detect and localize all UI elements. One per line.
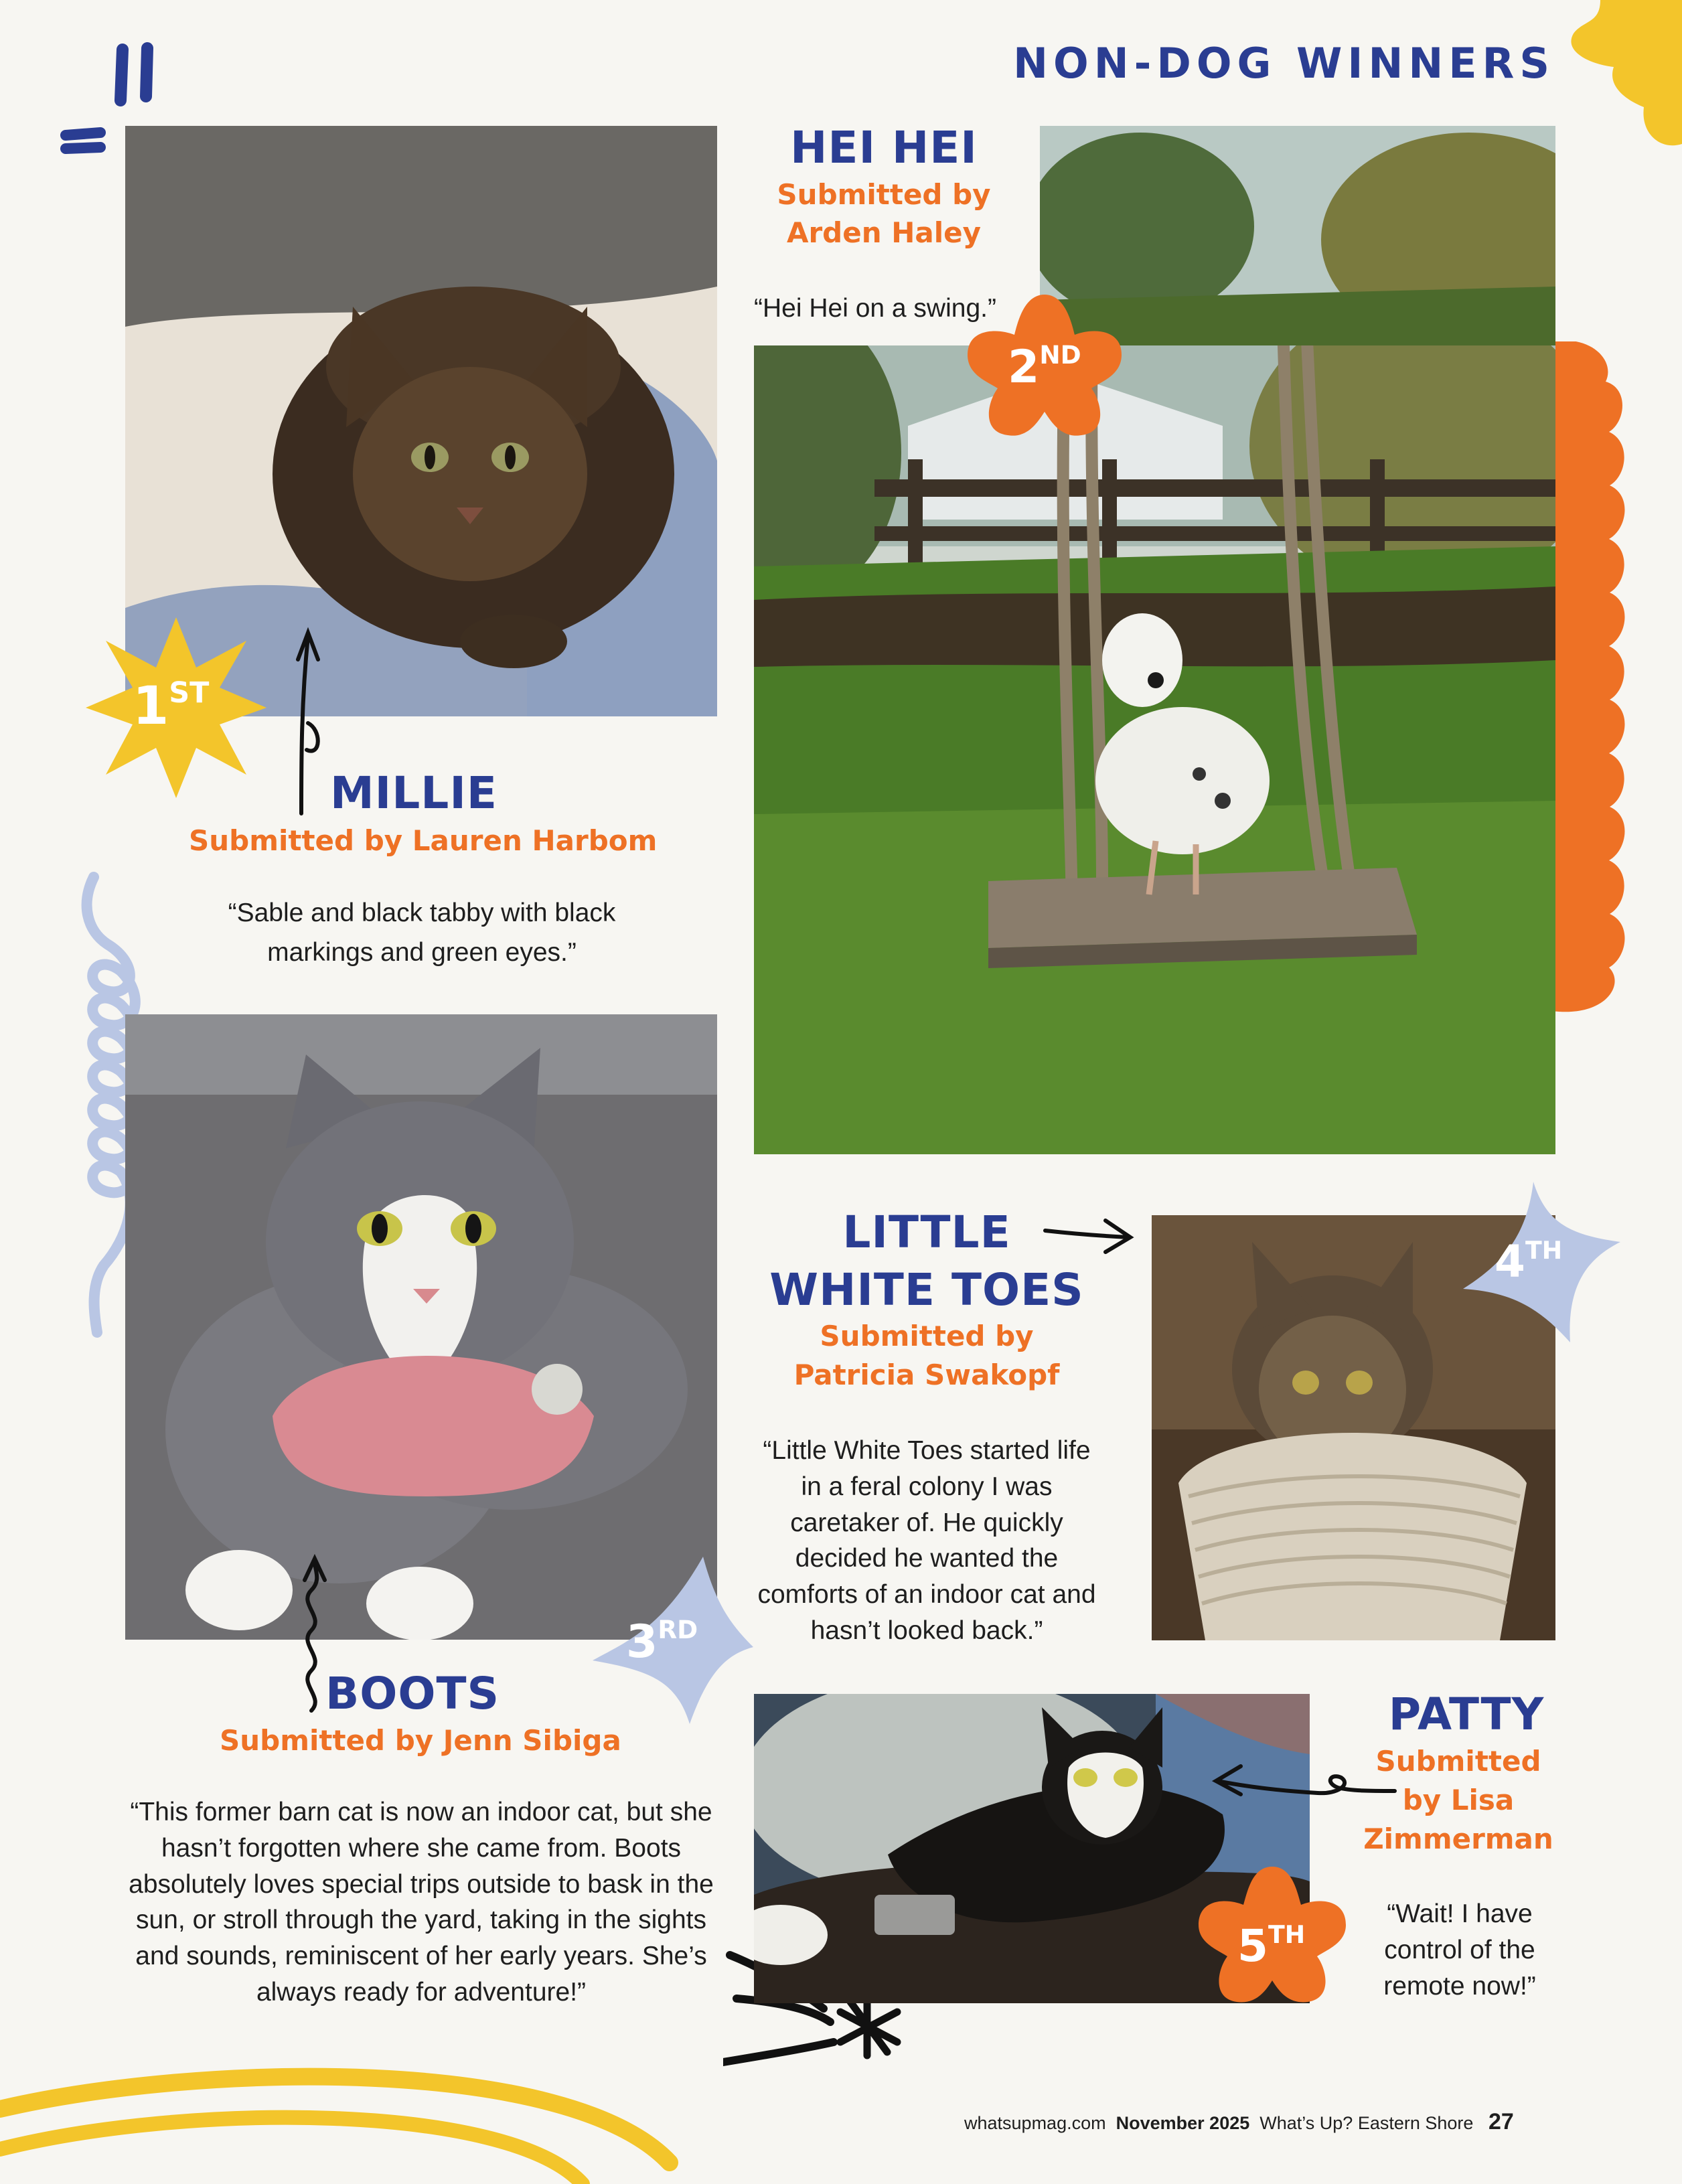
page-number: 27 bbox=[1488, 2109, 1514, 2134]
little-white-toes-name-line2: WHITE TOES bbox=[769, 1264, 1084, 1316]
millie-quote: “Sable and black tabby with black markings and green eyes.” bbox=[228, 899, 616, 967]
little-white-toes-submitted-by-line2: Patricia Swakopf bbox=[793, 1358, 1060, 1391]
1st-place-label: 1ST bbox=[133, 676, 210, 737]
footer-publication: What’s Up? Eastern Shore bbox=[1259, 2113, 1474, 2133]
patty-name: PATTY bbox=[1388, 1689, 1545, 1740]
hei-hei-quote: “Hei Hei on a swing.” bbox=[754, 294, 996, 323]
patty-submitted-by-line2: by Lisa bbox=[1402, 1784, 1515, 1816]
3rd-place-label: 3RD bbox=[626, 1615, 698, 1669]
patty-submitted-by-line1: Submitted bbox=[1375, 1745, 1541, 1778]
footer-site: whatsupmag.com bbox=[964, 2113, 1106, 2133]
patty-submitted-by-line3: Zimmerman bbox=[1363, 1822, 1553, 1855]
5th-place-label: 5TH bbox=[1237, 1920, 1306, 1972]
yellow-blob-decoration bbox=[1560, 0, 1682, 147]
yellow-swoosh-decoration bbox=[0, 2062, 683, 2184]
2nd-place-label: 2ND bbox=[1008, 340, 1081, 394]
little-white-toes-arrow-icon bbox=[1042, 1217, 1136, 1257]
hei-hei-submitted-by-line2: Arden Haley bbox=[786, 216, 982, 249]
orange-scalloped-edge-decoration bbox=[1552, 341, 1632, 1024]
patty-quote: “Wait! I have control of the remote now!” bbox=[1383, 1899, 1536, 2001]
4th-place-label: 4TH bbox=[1495, 1236, 1563, 1288]
footer-issue: November 2025 bbox=[1116, 2113, 1250, 2133]
little-white-toes-submitted-by-line1: Submitted by bbox=[820, 1320, 1034, 1352]
hei-hei-name: HEI HEI bbox=[790, 122, 978, 173]
boots-name: BOOTS bbox=[325, 1668, 500, 1719]
little-white-toes-name-line1: LITTLE bbox=[842, 1206, 1011, 1258]
section-title: NON-DOG WINNERS bbox=[1013, 39, 1555, 88]
boots-photo bbox=[125, 1014, 717, 1640]
millie-submitted-by: Submitted by Lauren Harbom bbox=[189, 824, 658, 857]
millie-name: MILLIE bbox=[330, 767, 498, 819]
hei-hei-photo-main bbox=[754, 345, 1555, 1154]
millie-arrow-icon bbox=[281, 623, 335, 817]
little-white-toes-quote: “Little White Toes started life in a feral colony I was caretaker of. He quickly decided he wanted the comforts of an indoor cat and hasn’t looked back.” bbox=[757, 1436, 1096, 1646]
hei-hei-submitted-by-line1: Submitted by bbox=[777, 178, 991, 211]
page-footer bbox=[964, 2109, 1514, 2135]
boots-submitted-by: Submitted by Jenn Sibiga bbox=[220, 1724, 621, 1757]
boots-quote: “This former barn cat is now an indoor cat, but she hasn’t forgotten where she came from. Boots absolutely loves special trips outside to bask in the sun, or stroll through the yard, taking in the sights and sounds, reminiscent of her early years. She’s always ready for adventure!” bbox=[129, 1798, 714, 2007]
